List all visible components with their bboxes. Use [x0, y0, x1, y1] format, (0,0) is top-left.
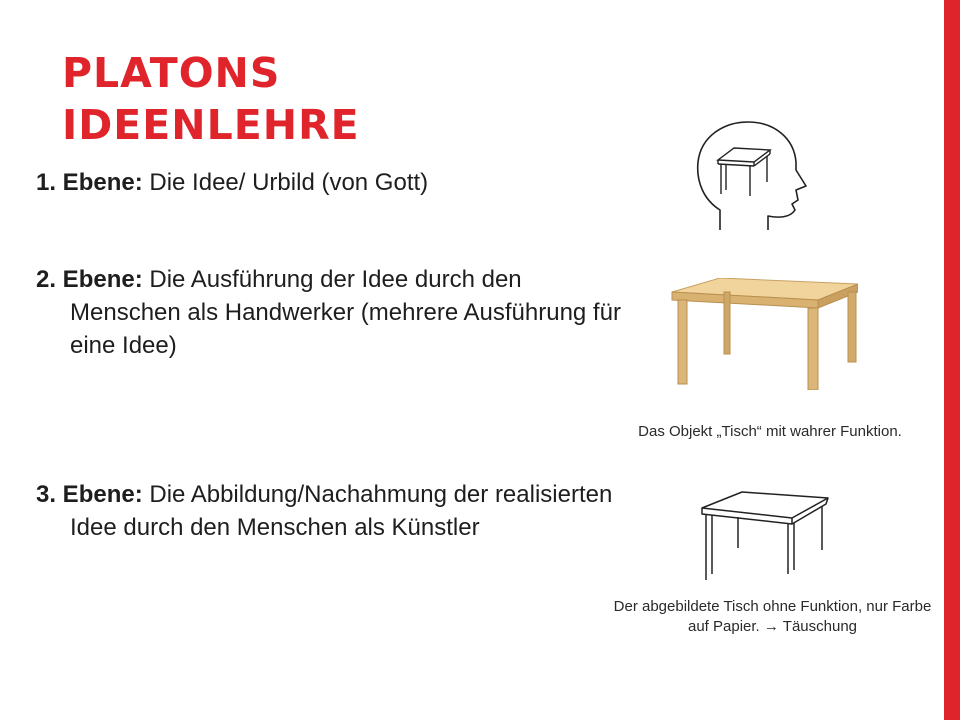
level-item-3	[36, 478, 630, 544]
level-item-2	[36, 263, 630, 362]
level-text: Die Abbildung/Nachahmung der realisierten Idee durch den Menschen als Künstler	[70, 481, 613, 541]
head-idea-icon	[690, 118, 810, 238]
table-drawing-icon	[690, 490, 830, 585]
level-label: 3. Ebene:	[36, 481, 143, 508]
caption-drawn-table: Der abgebildete Tisch ohne Funktion, nur Farbe auf Papier. → Täuschung	[613, 598, 932, 635]
wooden-table-icon	[668, 278, 858, 390]
title-line-1: PLATONS	[62, 49, 281, 97]
level-label: 1. Ebene:	[36, 169, 143, 196]
title-line-2: IDEENLEHRE	[62, 101, 360, 149]
level-text: Die Idee/ Urbild (von Gott)	[149, 169, 429, 196]
level-text: Die Ausführung der Idee durch den Menschen als Handwerker (mehrere Ausführung für eine Idee)	[70, 266, 621, 359]
level-label: 2. Ebene:	[36, 266, 143, 293]
caption-real-table: Das Objekt „Tisch“ mit wahrer Funktion.	[638, 423, 902, 440]
level-item-1	[36, 166, 630, 199]
slide-title	[62, 47, 582, 151]
accent-bar	[944, 0, 960, 720]
